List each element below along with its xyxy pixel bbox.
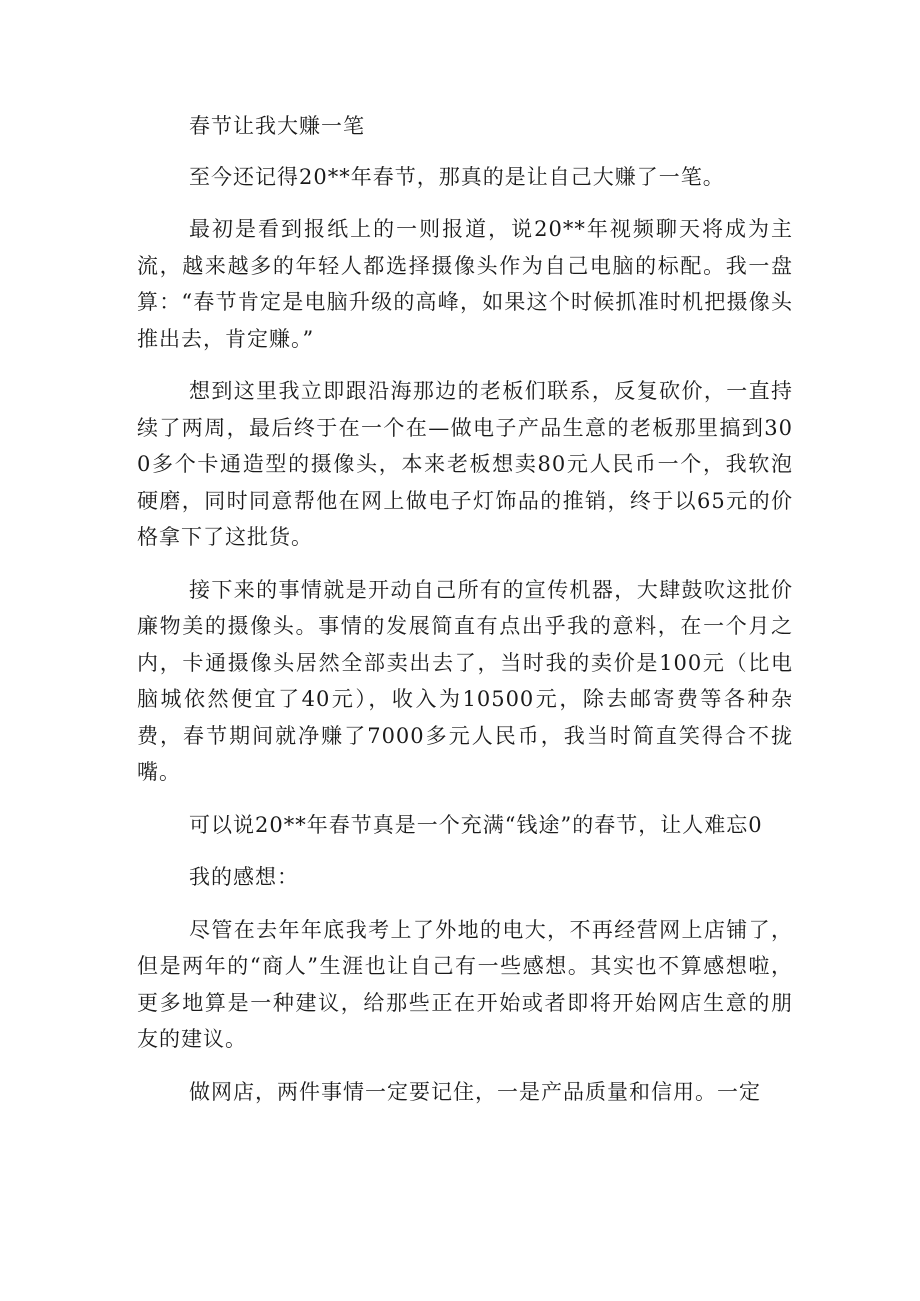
paragraph-1: 至今还记得20**年春节，那真的是让自己大赚了一笔。 — [189, 164, 725, 189]
paragraph-2: 最初是看到报纸上的一则报道，说20**年视频聊天将成为主流，越来越多的年轻人都选择摄像头作为自己电脑的标配。我一盘算：“春节肯定是电脑升级的高峰，如果这个时候抓准时机把摄像头推出去，肯定赚。” — [137, 217, 793, 351]
paragraph-3: 想到这里我立即跟沿海那边的老板们联系，反复砍价，一直持续了两周，最后终于在一个在—做电子产品生意的老板那里搞到300多个卡通造型的摄像头，本来老板想卖80元人民币一个，我软泡硬磨，同时同意帮他在网上做电子灯饰品的推销，终于以65元的价格拿下了这批货。 — [137, 379, 793, 549]
document-body — [137, 108, 793, 1126]
paragraph-6: 我的感想： — [189, 865, 299, 889]
paragraph-5: 可以说20**年春节真是一个充满“钱途”的春节，让人难忘0 — [189, 812, 763, 837]
paragraph-7: 尽管在去年年底我考上了外地的电大，不再经营网上店铺了，但是两年的“商人”生涯也让自己有一些感想。其实也不算感想啦，更多地算是一种建议，给那些正在开始或者即将开始网店生意的朋友的建议。 — [137, 917, 793, 1051]
paragraph-8: 做网店，两件事情一定要记住，一是产品质量和信用。一定 — [189, 1079, 761, 1104]
paragraph-4: 接下来的事情就是开动自己所有的宣传机器，大肆鼓吹这批价廉物美的摄像头。事情的发展简直有点出乎我的意料，在一个月之内，卡通摄像头居然全部卖出去了，当时我的卖价是100元（比电脑城依然便宜了40元），收入为10500元，除去邮寄费等各种杂费，春节期间就净赚了7000多元人民币，我当时简直笑得合不拢嘴。 — [137, 577, 793, 784]
document-title: 春节让我大赚一笔 — [189, 114, 365, 138]
